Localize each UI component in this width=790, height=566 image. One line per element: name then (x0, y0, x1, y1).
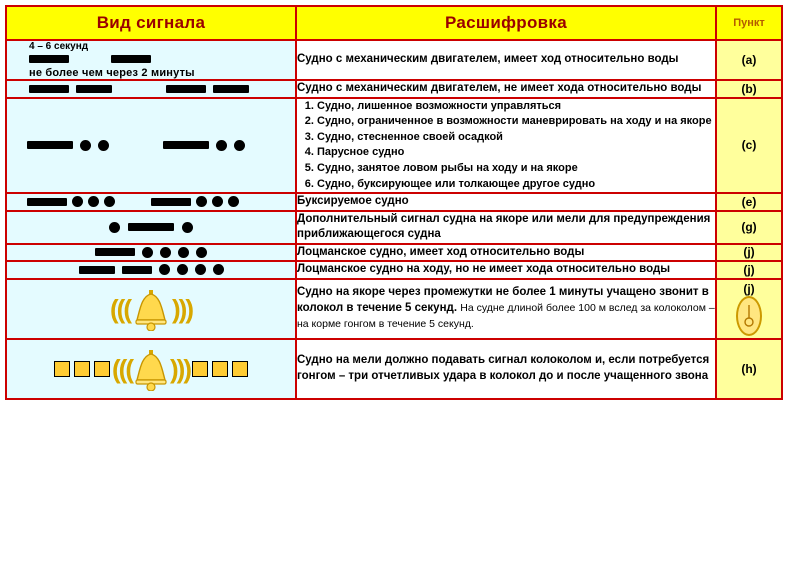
signal-glyph-bell-gong (7, 340, 295, 398)
dash-mark (29, 85, 69, 93)
point-cell-c: (c) (716, 98, 782, 194)
signal-label-bottom: не более чем через 2 минуты (29, 67, 195, 79)
gong-square (232, 361, 248, 377)
signal-label-top: 4 – 6 секунд (29, 41, 89, 52)
signal-cell-j2 (6, 261, 296, 279)
decoding-cell-j3 (296, 279, 716, 339)
signal-glyph-b (29, 85, 295, 93)
table-row (6, 98, 782, 194)
gong-square (94, 361, 110, 377)
bell-icon (134, 349, 168, 389)
list-item: 5. Судно, занятое ловом рыбы на ходу и на якоре (317, 161, 715, 177)
signal-cell-b (6, 80, 296, 98)
sound-waves-right-icon: ))) (172, 293, 192, 324)
point-cell-e: (e) (716, 193, 782, 211)
table-row (6, 193, 782, 211)
header-signal: Вид сигнала (6, 6, 296, 40)
dash-mark (27, 141, 73, 149)
dot-mark (196, 196, 207, 207)
table-header-row (6, 6, 782, 40)
signal-glyph-j1 (7, 247, 295, 258)
dash-mark (95, 248, 135, 256)
signal-cell-j3 (6, 279, 296, 339)
header-decoding: Расшифровка (296, 6, 716, 40)
table-row (6, 80, 782, 98)
dot-mark (159, 264, 170, 275)
dot-mark (195, 264, 206, 275)
dot-mark (178, 247, 189, 258)
table-row (6, 339, 782, 399)
decoding-cell-h: Судно на мели должно подавать сигнал колоколом и, если потребуется гонгом – три отчетливых удара в колокол до и после учащенного звона (296, 339, 716, 399)
gong-squares-left (54, 361, 110, 377)
point-cell-b: (b) (716, 80, 782, 98)
list-item: 4. Парусное судно (317, 145, 715, 161)
dot-mark (196, 247, 207, 258)
point-cell-a: (a) (716, 40, 782, 80)
signal-cell-a (6, 40, 296, 80)
dash-mark (166, 85, 206, 93)
dash-mark (27, 198, 67, 206)
dot-mark (80, 140, 91, 151)
signal-glyph-g (7, 222, 295, 233)
dash-mark (76, 85, 112, 93)
table-row (6, 279, 782, 339)
decoding-cell-j2: Лоцманское судно на ходу, но не имеет хода относительно воды (296, 261, 716, 279)
decoding-cell-j1: Лоцманское судно, имеет ход относительно воды (296, 244, 716, 262)
dash-mark (163, 141, 209, 149)
dot-mark (216, 140, 227, 151)
table-row (6, 40, 782, 80)
dot-mark (234, 140, 245, 151)
dash-mark (122, 266, 152, 274)
sound-waves-right-icon: ))) (170, 353, 190, 384)
dot-mark (104, 196, 115, 207)
table-row (6, 211, 782, 244)
signals-table (5, 5, 783, 400)
dot-mark (228, 196, 239, 207)
dash-mark (111, 55, 151, 63)
gong-square (212, 361, 228, 377)
dash-mark (79, 266, 115, 274)
signal-cell-g (6, 211, 296, 244)
signal-glyph-bell (7, 280, 295, 338)
list-item: 6. Судно, буксирующее или толкающее другое судно (317, 177, 715, 193)
dot-mark (88, 196, 99, 207)
point-cell-g: (g) (716, 211, 782, 244)
dot-mark (72, 196, 83, 207)
point-cell-h: (h) (716, 339, 782, 399)
decoding-cell-c (296, 98, 716, 194)
sound-waves-left-icon: ((( (110, 293, 130, 324)
dash-mark (29, 55, 69, 63)
list-item: 1. Судно, лишенное возможности управляться (317, 99, 715, 115)
table-row (6, 261, 782, 279)
decoding-cell-a: Судно с механическим двигателем, имеет ход относительно воды (296, 40, 716, 80)
decoding-cell-g: Дополнительный сигнал судна на якоре или мели для предупреждения приближающегося судна (296, 211, 716, 244)
signal-glyph-c (27, 140, 295, 151)
dot-mark (142, 247, 153, 258)
signal-cell-j1 (6, 244, 296, 262)
gong-squares-right (192, 361, 248, 377)
dash-mark (151, 198, 191, 206)
list-item: 2. Судно, ограниченное в возможности маневрировать на ходу и на якоре (317, 114, 715, 130)
signal-cell-e (6, 193, 296, 211)
signal-glyph-e (27, 196, 295, 207)
bell-icon (134, 289, 168, 329)
decoding-list (297, 99, 715, 193)
gong-square (74, 361, 90, 377)
point-label: (j) (743, 281, 755, 296)
gong-icon (736, 296, 762, 336)
dash-mark (213, 85, 249, 93)
gong-square (192, 361, 208, 377)
header-point: Пункт (716, 6, 782, 40)
dot-mark (98, 140, 109, 151)
dot-mark (160, 247, 171, 258)
dash-mark (128, 223, 174, 231)
signal-glyph-j2 (7, 264, 295, 275)
decoding-cell-b: Судно с механическим двигателем, не имеет хода относительно воды (296, 80, 716, 98)
signal-cell-h (6, 339, 296, 399)
gong-square (54, 361, 70, 377)
dot-mark (212, 196, 223, 207)
decoding-cell-e: Буксируемое судно (296, 193, 716, 211)
dot-mark (182, 222, 193, 233)
point-cell-j2: (j) (716, 261, 782, 279)
decoding-note: На судне длиной более 100 м вслед за колоколом – на корме гонгом в течение 5 секунд. (297, 301, 715, 330)
signal-glyph-a (29, 55, 295, 63)
point-cell-j3 (716, 279, 782, 339)
dot-mark (177, 264, 188, 275)
dot-mark (109, 222, 120, 233)
dot-mark (213, 264, 224, 275)
decoding-text: Судно на якоре через промежутки не более 1 минуты учащено звонит в колокол в течение 5 секунд. (297, 286, 709, 314)
signal-cell-c (6, 98, 296, 194)
point-cell-j1: (j) (716, 244, 782, 262)
list-item: 3. Судно, стесненное своей осадкой (317, 130, 715, 146)
sound-waves-left-icon: ((( (112, 353, 132, 384)
table-row (6, 244, 782, 262)
